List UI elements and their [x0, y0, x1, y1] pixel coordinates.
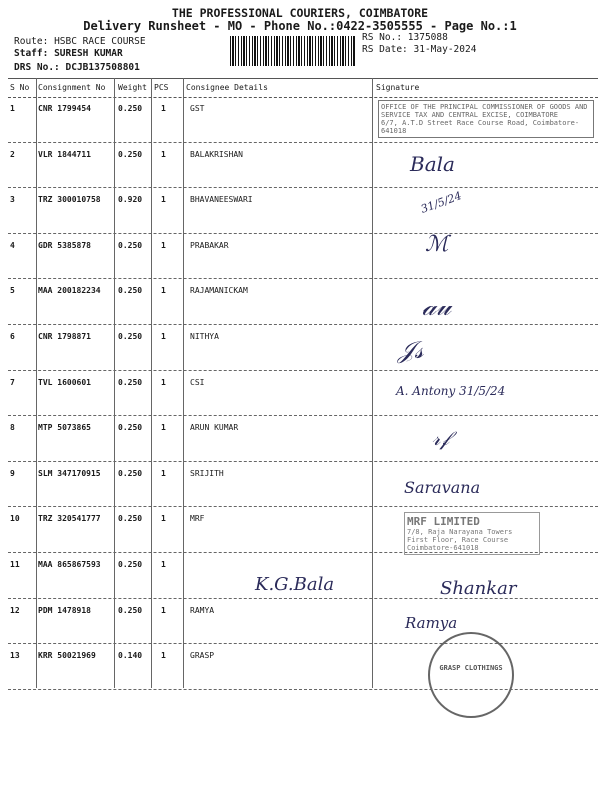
table-row: [8, 415, 598, 462]
row-consignment-no: SLM 347170915: [38, 468, 101, 478]
row-sno: 9: [10, 468, 15, 478]
row-weight: 0.250: [118, 377, 143, 387]
row-pcs: 1: [161, 560, 166, 569]
row-sno: 7: [10, 377, 15, 387]
row-weight: 0.250: [118, 468, 143, 478]
row-consignee: GRASP: [190, 651, 215, 661]
row-weight: 0.920: [118, 195, 143, 205]
staff-value: SURESH KUMAR: [54, 48, 123, 59]
row-consignee: ARUN KUMAR: [190, 423, 239, 433]
row-consignment-no: GDR 5385878: [38, 240, 91, 250]
row-pcs: 1: [161, 377, 166, 387]
row-pcs: 1: [161, 240, 166, 250]
row-consignment-no: TVL 1600601: [38, 377, 91, 387]
gst-office-stamp: [378, 100, 594, 138]
company-title: THE PROFESSIONAL COURIERS, COIMBATORE: [171, 6, 429, 20]
route-label: Route:: [14, 36, 49, 47]
row-sno: 3: [10, 195, 15, 205]
row-sno: 10: [10, 514, 20, 524]
col-weight: Weight: [118, 83, 147, 92]
row-consignee: PRABAKAR: [190, 240, 229, 250]
row-pcs: 1: [161, 286, 166, 296]
drs-label: DRS No.:: [14, 62, 60, 73]
stamp-line: 7/8, Raja Narayana Towers: [407, 528, 513, 536]
row-weight: 0.140: [118, 651, 143, 661]
drs-value: DCJB137508801: [65, 62, 140, 73]
signature-scribble: 𝓇𝒻: [432, 426, 450, 450]
row-consignment-no: TRZ 300010758: [38, 195, 101, 205]
row-weight: 0.250: [118, 149, 143, 159]
col-pcs: PCS: [154, 83, 169, 92]
row-weight: 0.250: [118, 286, 143, 296]
signature-scribble: 𝒶𝓊: [422, 292, 451, 322]
signature-scribble: ℳ: [425, 232, 449, 257]
row-consignment-no: CNR 1799454: [38, 104, 91, 113]
stamp-line: MRF LIMITED: [407, 515, 480, 528]
row-consignment-no: MAA 200182234: [38, 286, 101, 296]
stamp-line: OFFICE OF THE PRINCIPAL COMMISSIONER OF GOODS AND: [381, 103, 588, 111]
row-pcs: 1: [161, 605, 166, 615]
stamp-line: Coimbatore-641018: [407, 544, 479, 552]
staff-line: [14, 48, 123, 59]
row-consignee: RAJAMANICKAM: [190, 286, 248, 296]
row-sno: 2: [10, 149, 15, 159]
row-consignment-no: MAA 865867593: [38, 560, 101, 569]
row-weight: 0.250: [118, 514, 143, 524]
row-pcs: 1: [161, 104, 166, 113]
row-sno: 4: [10, 240, 15, 250]
table-row: [8, 278, 598, 325]
row-consignment-no: CNR 1798871: [38, 332, 91, 341]
table-header: [8, 78, 598, 98]
row-consignment-no: MTP 5073865: [38, 423, 91, 433]
signature-bala: Bala: [410, 152, 455, 176]
row-pcs: 1: [161, 423, 166, 433]
col-sno: S No: [10, 83, 30, 92]
signature-antony: A. Antony 31/5/24: [396, 384, 506, 398]
row-pcs: 1: [161, 651, 166, 661]
signature-scribble: 𝒥𝓈: [398, 336, 424, 364]
row-weight: 0.250: [118, 560, 143, 569]
row-sno: 11: [10, 560, 20, 569]
row-sno: 8: [10, 423, 15, 433]
col-consignee: Consignee Details: [186, 83, 268, 92]
table-row: [8, 598, 598, 645]
row-pcs: 1: [161, 468, 166, 478]
row-consignee: MRF: [190, 514, 205, 524]
row-weight: 0.250: [118, 423, 143, 433]
row-consignee: SRIJITH: [190, 468, 224, 478]
row-weight: 0.250: [118, 605, 143, 615]
row-pcs: 1: [161, 149, 166, 159]
row-sno: 1: [10, 104, 15, 113]
row-consignee: CSI: [190, 377, 205, 387]
row-pcs: 1: [161, 514, 166, 524]
row-consignment-no: KRR 50021969: [38, 651, 96, 661]
table-row: [8, 142, 598, 189]
col-signature: Signature: [376, 83, 420, 92]
row-pcs: 1: [161, 332, 166, 341]
row-weight: 0.250: [118, 332, 143, 341]
row-pcs: 1: [161, 195, 166, 205]
col-consignment: Consignment No: [38, 83, 106, 92]
rs-no-line: [362, 32, 448, 43]
table-row: [8, 324, 598, 371]
stamp-line: GRASP CLOTHINGS: [439, 664, 503, 672]
row-sno: 5: [10, 286, 15, 296]
rs-date-label: RS Date:: [362, 44, 408, 55]
rs-no-value: 1375088: [407, 32, 448, 43]
drs-line: [14, 62, 140, 73]
signature-ramya: Ramya: [405, 614, 458, 632]
signature-kgbala: K.G.Bala: [255, 574, 335, 595]
table-row: [8, 187, 598, 234]
signature-saravana: Saravana: [404, 478, 481, 497]
row-weight: 0.250: [118, 240, 143, 250]
staff-label: Staff:: [14, 48, 49, 59]
row-consignment-no: TRZ 320541777: [38, 514, 101, 524]
signature-shankar: Shankar: [440, 578, 517, 599]
row-consignment-no: PDM 1478918: [38, 605, 91, 615]
row-consignment-no: VLR 1844711: [38, 149, 91, 159]
table-row: [8, 370, 598, 417]
row-sno: 12: [10, 605, 20, 615]
row-sno: 6: [10, 332, 15, 341]
stamp-line: First Floor, Race Course: [407, 536, 509, 544]
rs-no-label: RS No.:: [362, 32, 403, 43]
table-row: [8, 461, 598, 508]
barcode-image: [230, 36, 355, 66]
route-value: HSBC RACE COURSE: [54, 36, 146, 47]
row-consignee: NITHYA: [190, 332, 219, 341]
rs-date-line: [362, 44, 476, 55]
stamp-line: 6/7, A.T.D Street Race Course Road, Coimbatore-641018: [381, 119, 580, 135]
row-consignee: BHAVANEESWARI: [190, 195, 253, 205]
row-consignee: BALAKRISHAN: [190, 149, 243, 159]
row-consignee: RAMYA: [190, 605, 215, 615]
grasp-round-stamp: [428, 632, 514, 718]
runsheet-subtitle: Delivery Runsheet - MO - Phone No.:0422-3505555 - Page No.:1: [83, 19, 517, 33]
mrf-stamp: [404, 512, 540, 555]
row-sno: 13: [10, 651, 20, 661]
signature-date: 31/5/24: [419, 189, 464, 216]
row-consignee: GST: [190, 104, 205, 113]
row-weight: 0.250: [118, 104, 143, 113]
route-line: [14, 36, 146, 47]
rs-date-value: 31-May-2024: [413, 44, 477, 55]
stamp-line: SERVICE TAX AND CENTRAL EXCISE, COIMBATORE: [381, 111, 559, 119]
table-row: [8, 233, 598, 280]
